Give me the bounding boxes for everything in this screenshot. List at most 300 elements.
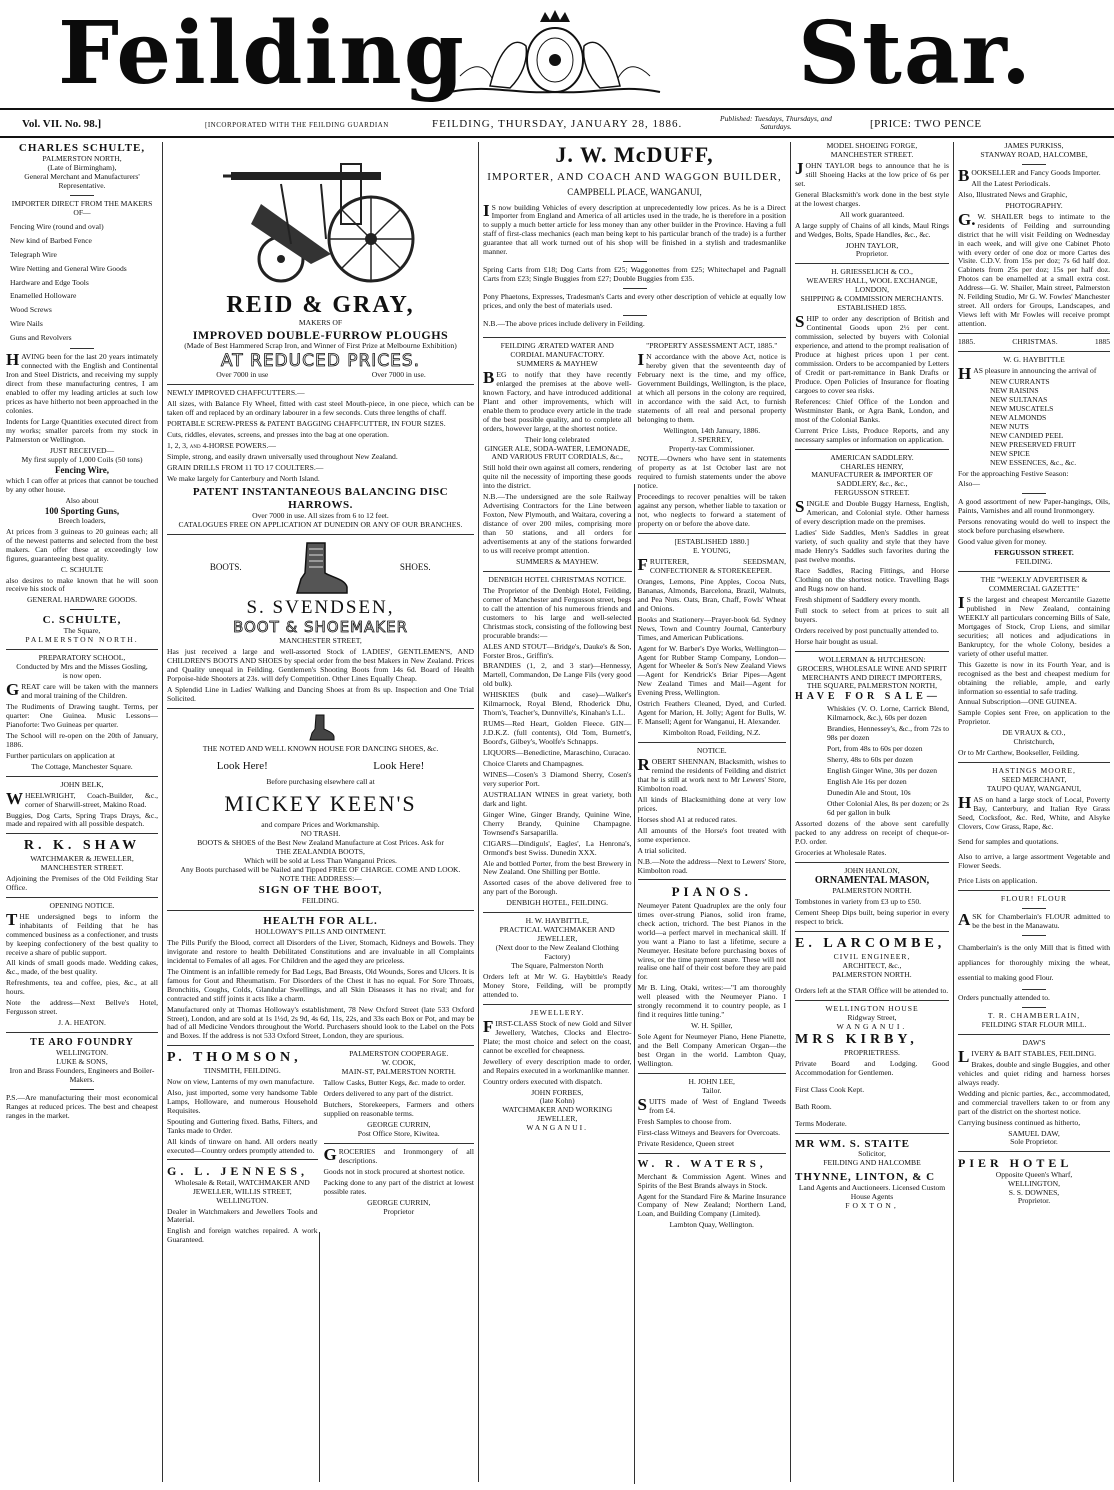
text-line: Before purchasing elsewhere call at bbox=[266, 777, 375, 787]
divider bbox=[483, 1004, 632, 1005]
text-line: FOXTON, bbox=[845, 1201, 899, 1211]
paragraph: Ginger Wine, Ginger Brandy, Quinine Wine, Cherry Brandy, Quinine Champagne. Townsend's Sarsaparilla. bbox=[483, 809, 632, 837]
text-line: PALMERSTON NORTH. bbox=[832, 969, 912, 979]
paragraph: SHIP to order any description of British and Continental Goods upon 2½ per cent. commission, selected by buyers with Colonial experience, and attend to the prompt realisation of Produce at highest prices upon 1 per cent. commission. Orders to be accompanied by Letters of Credit or part-remittance in Bank Drafts or Produce. Open Policies of Insurance for floating cargoes to cover sea risks. bbox=[795, 312, 949, 395]
paragraph: All kinds of Blacksmithing done at very low prices. bbox=[637, 794, 786, 813]
list-item: NEW RAISINS bbox=[990, 385, 1039, 395]
paragraph: Now on view, Lanterns of my own manufacture. bbox=[167, 1076, 315, 1086]
text-line: PALMERSTON NORTH, bbox=[42, 153, 122, 163]
paragraph: Books and Stationery—Prayer-book 6d. Sydney News, Town and Country Journal, Canterbury Times, and American Publications. bbox=[637, 614, 786, 642]
column-4 bbox=[795, 142, 949, 1486]
paragraph: Terms Moderate. bbox=[795, 1118, 847, 1128]
text-line: Property-tax Commissioner. bbox=[668, 443, 755, 453]
paragraph: Price Lists on application. bbox=[958, 875, 1038, 885]
text-line: PHOTOGRAPHY. bbox=[1005, 200, 1063, 210]
new-goods-list bbox=[958, 378, 1110, 468]
text-line: THE ZEALANDIA BOOTS, bbox=[276, 847, 365, 857]
text-line: My first supply of 1,000 Coils (50 tons) bbox=[21, 454, 143, 464]
divider bbox=[958, 333, 1110, 334]
paragraph: Neumeyer Patent Quadruplex are the only four times over-strung Pianos, solid iron frame, check action, trichord. The best Pianos in the world—a perfect marvel in mechanical skill. If you want a Piano to last a lifetime, secure a Neumeyer. Hesitate before purchasing boxes of wires, or the time payment snare. These will not realise one half of their cost before they are paid for. bbox=[637, 900, 786, 982]
divider bbox=[1022, 493, 1046, 494]
column-rule bbox=[478, 142, 479, 1482]
text-line: JOHN HANLON, bbox=[844, 865, 900, 875]
text-line: IMPORTER DIRECT FROM THE MAKERS OF— bbox=[11, 198, 153, 217]
list-item: Fencing Wire (round and oval) bbox=[10, 221, 104, 231]
text-line: MR WM. S. STAITE bbox=[795, 1137, 910, 1150]
list-item: NEW MUSCATELS bbox=[990, 403, 1054, 413]
text-line: J. SPERREY, bbox=[691, 434, 733, 444]
list-item: New kind of Barbed Fence bbox=[10, 235, 92, 245]
column-rule bbox=[953, 142, 954, 1482]
text-line: SAMUEL DAW, bbox=[1008, 1128, 1060, 1138]
text-line: (Late of Birmingham), bbox=[47, 162, 117, 172]
paragraph: Oranges, Lemons, Pine Apples, Cocoa Nuts, Bananas, Almonds, Barcelona, Brazil, Walnuts, and Pea Nuts. Oats, Bran, Chaff, Fowls' Wheat and Onions. bbox=[637, 576, 786, 613]
text-line: GINGER ALE, SODA-WATER, LEMONADE, AND VARIOUS FRUIT CORDIALS, &c., bbox=[484, 443, 631, 462]
paragraph: All the Latest Periodicals. bbox=[971, 178, 1051, 188]
paragraph: BEG to notify that they have recently enlarged the premises at the above well-known Factory, and have introduced additional Plant and other improvements, which will enable them to produce every article in the trade of the best possible quality, and to complete all orders, however large, at the shortest notice. bbox=[483, 367, 632, 433]
text-line: JOHN FORBES, bbox=[531, 1087, 584, 1097]
paragraph: Buggies, Dog Carts, Spring Traps Drays, &c., made and repaired with all possible despatch. bbox=[6, 810, 158, 829]
paragraph: SUITS made of West of England Tweeds from £4. bbox=[637, 1094, 786, 1115]
text-line: is now open. bbox=[62, 671, 102, 681]
two-column-ads bbox=[483, 342, 786, 1230]
paragraph: The Rudiments of Drawing taught. Terms, per quarter: One Guinea. Music Lessons—Pianoforte: Two Guineas per quarter. bbox=[6, 702, 158, 729]
paragraph: Sample Copies sent Free, on application to the Proprietor. bbox=[958, 708, 1110, 727]
paragraph: CIGARS—Dindiguls', Eagles', La Henrona's, Ormond's best Swiss. Dunedin XXX. bbox=[483, 838, 632, 857]
text-line: GRAIN DRILLS FROM 11 TO 17 COULTERS.— bbox=[167, 463, 324, 473]
paragraph: A large supply of Chains of all kinds, Maul Rings and Wedges, Bolts, Spade Handles, &c., &c. bbox=[795, 220, 949, 239]
text-line: THE SQUARE, PALMERSTON NORTH, bbox=[806, 681, 938, 691]
paragraph: First-class Witneys and Beavers for Overcoats. bbox=[637, 1127, 781, 1137]
divider bbox=[795, 862, 949, 863]
text-line: IMPORTER, AND COACH AND WAGGON BUILDER, bbox=[487, 170, 782, 183]
price: [PRICE: TWO PENCE bbox=[870, 118, 982, 130]
text-line: FEILDING STAR FLOUR MILL. bbox=[981, 1020, 1087, 1029]
paragraph: Fresh shipment of Saddlery every month. bbox=[795, 594, 921, 604]
divider bbox=[795, 1133, 949, 1134]
paragraph: N.B.—Note the address—Next to Lewers' Store, Kimbolton road. bbox=[637, 856, 786, 875]
list-item: NEW SULTANAS bbox=[990, 394, 1048, 404]
plough-illustration-icon bbox=[221, 144, 421, 289]
paragraph: RUMS—Red Heart, Golden Fleece. GIN—J.D.K.Z. (full contents), Old Tom, Burnett's, Boord's, Gilbey's, Woolfe's Schnapps. bbox=[483, 719, 632, 747]
text-line: WELLINGTON, bbox=[1008, 1178, 1060, 1188]
list-item: Wood Screws bbox=[10, 305, 52, 315]
text-line: FEILDING. bbox=[1015, 557, 1053, 567]
paragraph: which I can offer at prices that cannot be touched by any other house. bbox=[6, 476, 158, 495]
paragraph: Jewellery of every description made to order, and Repairs executed in a workmanlike manner. bbox=[483, 1056, 632, 1075]
paragraph: Annual Subscription—ONE GUINEA. bbox=[958, 697, 1077, 707]
text-line: NOTICE. bbox=[696, 746, 727, 756]
text-line: 100 Sporting Guns, bbox=[44, 506, 120, 517]
text-line: MANCHESTER STREET. bbox=[830, 149, 914, 159]
paragraph: Choice Clarets and Champagnes. bbox=[483, 759, 584, 768]
divider bbox=[6, 649, 158, 650]
text-line: GEORGE CURRIN, bbox=[367, 1197, 431, 1207]
text-line: Over 7000 in use. bbox=[371, 370, 426, 380]
text-line: FEILDING ÆRATED WATER AND CORDIAL MANUFACTORY. bbox=[500, 341, 614, 359]
text-line: MODEL SHOEING FORGE, bbox=[826, 142, 918, 150]
paragraph: Goods not in stock procured at shortest notice. bbox=[323, 1166, 465, 1176]
paragraph: All kinds of tinware on hand. All orders neatly executed—Country orders promptly attended to. bbox=[167, 1136, 318, 1155]
list-item: English Ale 16s per dozen bbox=[827, 776, 907, 786]
text-line: GENERAL HARDWARE GOODS. bbox=[26, 595, 138, 605]
text-line: PATENT INSTANTANEOUS BALANCING DISC HARROWS. bbox=[192, 485, 449, 511]
text-line: 1885. bbox=[958, 337, 976, 347]
mcduff-title: J. W. McDUFF, bbox=[555, 142, 714, 167]
royal-crest-icon bbox=[430, 6, 680, 98]
product-list bbox=[6, 223, 158, 344]
divider bbox=[795, 931, 949, 932]
text-line: PIANOS. bbox=[671, 884, 752, 900]
paragraph: Good value given for money. bbox=[958, 537, 1047, 547]
text-line: (late Kohn) bbox=[539, 1096, 575, 1106]
text-line: BOOTS & SHOES of the Best New Zealand Manufacture at Cost Prices. Ask for bbox=[197, 838, 444, 848]
text-line: WANGANUI. bbox=[526, 1123, 589, 1133]
paragraph: Packing done to any part of the district at lowest possible rates. bbox=[323, 1177, 474, 1196]
text-line: WATCHMAKER AND WORKING JEWELLER, bbox=[502, 1105, 613, 1124]
paragraph: Adjoining the Premises of the Old Feilding Star Office. bbox=[6, 873, 158, 892]
divider bbox=[958, 762, 1110, 763]
text-line: (Made of Best Hammered Scrap Iron, and Winner of First Prize at Melbourne Exhibition) bbox=[184, 341, 457, 351]
paragraph: Orders delivered to any part of the district. bbox=[323, 1089, 453, 1099]
paragraph: All kinds of small goods made. Wedding cakes, &c., made, of the best quality. bbox=[6, 958, 158, 977]
divider bbox=[483, 912, 632, 913]
paragraph: Manufactured only at Thomas Holloway's establishment, 78 New Oxford Street (late 533 Oxford Street), London, and are sold at 1s 1½d, 2s 9d, 4s 6d, 11s, 22s, and 33s each Box or Pot, and may be had of all Medicine Vendors throughout the World. Purchasers should look to the Label on the Pots and Boxes. If the address is not 533 Oxford Street, London, they are spurious. bbox=[167, 1004, 474, 1041]
text-line: H. W. HAYBITTLE, bbox=[525, 916, 589, 926]
paragraph: also desires to make known that he will soon receive his stock of bbox=[6, 575, 158, 594]
text-line: CIVIL ENGINEER, bbox=[833, 951, 911, 961]
paragraph: FIRST-CLASS Stock of new Gold and Silver Jewellery, Watches, Clocks and Electro-Plate; the most choice and select on the coast, cannot be excelled for cheapness. bbox=[483, 1016, 632, 1055]
text-line: FEILDING. bbox=[302, 896, 339, 906]
text-line: W. H. Spiller, bbox=[691, 1021, 733, 1031]
paragraph: Spouting and Guttering fixed. Baths, Filters, and Tanks made to Order. bbox=[167, 1116, 318, 1135]
text-line: WELLINGTON HOUSE bbox=[825, 1004, 919, 1014]
text-line: NEWLY IMPROVED CHAFFCUTTERS.— bbox=[167, 388, 305, 398]
paragraph: ALES AND STOUT—Bridge's, Dauke's & Son, Forster Bros., Griffin's. bbox=[483, 641, 632, 660]
text-line: JEWELLERY. bbox=[530, 1007, 585, 1017]
paragraph: BOOKSELLER and Fancy Goods Importer. bbox=[958, 165, 1101, 185]
list-item: Guns and Revolvers bbox=[10, 333, 72, 343]
dateline bbox=[0, 108, 1114, 138]
list-item: NEW PRESERVED FRUIT bbox=[990, 439, 1076, 449]
text-line: TE ARO FOUNDRY bbox=[30, 1037, 134, 1049]
paragraph: References: Chief Office of the London and Westminster Bank, or Agra Bank, London, and most of the Colonial Banks. bbox=[795, 396, 949, 424]
paragraph: Butchers, Storekeepers, Farmers and others supplied on reasonable terms. bbox=[323, 1100, 474, 1119]
text-line: FEILDING AND HALCOMBE bbox=[823, 1158, 921, 1168]
list-item: Brandies, Hennessey's, &c., from 72s to 98s per dozen bbox=[827, 724, 949, 743]
look-here-row bbox=[167, 760, 474, 773]
paragraph: SINGLE and Double Buggy Harness, English, American, and Colonial style. Other harness of every description made on the premises. bbox=[795, 497, 949, 527]
text-line: PREPARATORY SCHOOL, bbox=[38, 653, 126, 663]
text-line: [ESTABLISHED 1880.] bbox=[674, 537, 749, 547]
paragraph: Agent for W. Barber's Dye Works, Wellington—Agent for Rubber Stamp Company, London—Agent for Wheeler & Son's New Zealand Views—Agent for Kendrick's Briar Pipes—Agent New Zealand Times and Mail—Agent for Evening Press, Wellington. bbox=[637, 643, 786, 698]
advertiser-name: CHARLES SCHULTE, bbox=[18, 142, 146, 154]
text-line: TAUPO QUAY, WANGANUI, bbox=[986, 784, 1082, 794]
text-line: Also about bbox=[65, 496, 99, 506]
text-line: FLOUR! FLOUR bbox=[1000, 893, 1068, 903]
paragraph: Send for samples and quotations. bbox=[958, 836, 1059, 846]
text-line: C. SCHULTE bbox=[60, 564, 104, 574]
paragraph: The School will re-open on the 20th of January, 1886. bbox=[6, 730, 158, 749]
text-line: Land Agents and Auctioneers. Licensed Custom House Agents bbox=[798, 1183, 946, 1202]
text-line: AMERICAN SADDLERY. bbox=[830, 452, 914, 462]
text-line: Look Here! bbox=[216, 759, 268, 772]
list-item: Sherry, 48s to 60s per dozen bbox=[827, 754, 913, 764]
divider bbox=[70, 609, 94, 610]
paragraph: BRANDIES (1, 2, and 3 star)—Hennessy, Martell, Commandon, De Lange Fils (very good old bulk). bbox=[483, 661, 632, 689]
paragraph: Agent for the Standard Fire & Marine Insurance Company of New Zealand; Northern Land, Loan, and Building Company (Limited). bbox=[637, 1191, 786, 1219]
text-line: Over 7000 in use bbox=[216, 370, 269, 380]
paragraph: JOHN TAYLOR begs to announce that he is still Shoeing Hacks at the low price of 6s per set. bbox=[795, 158, 949, 188]
text-line: SIGN OF THE BOOT, bbox=[258, 884, 383, 897]
text-line: W. G. HAYBITTLE bbox=[1003, 355, 1065, 365]
paragraph: Simple, strong, and easily drawn universally used throughout New Zealand. bbox=[167, 452, 398, 462]
divider bbox=[623, 315, 647, 316]
issue-date: FEILDING, THURSDAY, JANUARY 28, 1886. bbox=[432, 118, 683, 130]
text-line: Their long celebrated bbox=[524, 434, 590, 444]
text-line: Proprietor bbox=[383, 1206, 415, 1216]
paragraph: HAS on hand a large stock of Local, Poverty Bay, Canterbury, and Italian Rye Grass Seed, Cocksfoot, &c. Red, White, and Alsyke Clovers, Cow Grass, Rape, &c. bbox=[958, 793, 1110, 831]
paragraph: IS the largest and cheapest Mercantile Gazette published in New Zealand, containing WEEKLY all particulars concerning Bills of Sale, Mortgages of Stock, Crop Liens, and similar securities; all notices and adjudications in Bankruptcy, for the whole Colony, besides a variety of other useful matter. bbox=[958, 592, 1110, 658]
publication-days: Published: Tuesdays, Thursdays, and Saturdays. bbox=[720, 114, 832, 132]
paragraph: Refreshments, tea and coffee, pies, &c., at all hours. bbox=[6, 978, 158, 997]
text-line: PALMERSTON COOPERAGE. bbox=[349, 1049, 449, 1059]
list-item: Telegraph Wire bbox=[10, 249, 57, 259]
text-line: T. R. CHAMBERLAIN, bbox=[987, 1011, 1081, 1021]
paragraph: Ladies' Side Saddles, Men's Saddles in great variety, of such quality and style that they have made Henry's Saddles such favorites during the past twelve months. bbox=[795, 528, 949, 565]
paragraph: WHEELWRIGHT, Coach-Builder, &c., corner of Sharwill-street, Makino Road. bbox=[6, 788, 158, 809]
paragraph: Mr B. Ling, Otaki, writes:—"I am thoroughly well pleased with the Neumeyer Piano. I strongly recommend it to country people, as I find it requires little tuning." bbox=[637, 983, 786, 1020]
paragraph: Race Saddles, Racing Fittings, and Horse Clothing on the shortest notice. Travelling Bags and Rugs now on hand. bbox=[795, 565, 949, 593]
text-line: 1, 2, 3, and 4-HORSE POWERS.— bbox=[167, 441, 276, 451]
price-list bbox=[795, 705, 949, 817]
volume-number: Vol. VII. No. 98.] bbox=[22, 118, 102, 130]
list-item: NEW CURRANTS bbox=[990, 376, 1050, 386]
paragraph: Orders left at Mr W. G. Haybittle's Ready Money Store, Feilding, will be promptly attended to. bbox=[483, 972, 632, 999]
paragraph: The Proprietor of the Denbigh Hotel, Feilding, corner of Manchester and Fergusson street, begs to call the attention of his numerous friends and customers to his large and well-selected Christmas stock, consisting of the following best procurable brands:— bbox=[483, 585, 632, 640]
column-2 bbox=[167, 142, 474, 1486]
divider bbox=[167, 1045, 474, 1046]
text-line: CATALOGUES FREE ON APPLICATION AT DUNEDIN OR ANY OF OUR BRANCHES. bbox=[178, 519, 463, 529]
paragraph: G.W. SHAILER begs to intimate to the residents of Feilding and surrounding district that he will visit Feilding on Wednesday in each week, and will give one Cabinet Photo with every order of one doz or more Cartes des Visite. C.D.V. from 15s per doz; 7s 6d half doz. Cabinets from 25s per doz; 15s per half doz. Photos can be enamelled at a small extra cost. Address—G. W. Shailer, Main street, Palmerston N. Feilding Studio, Mr G. W. Fowles' Manchester street. All orders for Groups, Landscapes, and Views left with Mr Fowles will receive prompt attention. bbox=[958, 209, 1110, 329]
divider bbox=[795, 1000, 949, 1001]
text-line: Ridgway Street, bbox=[847, 1013, 897, 1023]
paragraph: Horses shod A1 at reduced rates. bbox=[637, 814, 738, 824]
text-line: S. S. DOWNES, bbox=[1008, 1187, 1060, 1197]
text-line: PROPRIETRESS. bbox=[844, 1047, 900, 1057]
text-line: HOLLOWAY'S PILLS AND OINTMENT. bbox=[255, 926, 386, 936]
divider bbox=[958, 571, 1110, 572]
text-line: PIER HOTEL bbox=[958, 1156, 1073, 1171]
text-line: Which will be sold at Less Than Wanganui Prices. bbox=[244, 856, 397, 866]
divider bbox=[638, 1073, 787, 1074]
text-line: SUMMERS & MAYHEW bbox=[516, 358, 598, 368]
text-line: Over 7000 in use. All sizes from 6 to 12 feet. bbox=[252, 510, 389, 520]
paragraph: IN accordance with the above Act, notice is hereby given that the seventeenth day of February next is the time, and my office, Government Buildings, Wellington, is the place, at which all persons in the colony are required, in accordance with the said Act, to furnish statements of all real and personal property belonging to them. bbox=[637, 349, 786, 424]
paragraph: At prices from 3 guineas to 20 guineas each; all of the newest patterns and selected from the best makers. Can offer these at exceedingly low figures, guaranteeing best quality. bbox=[6, 526, 158, 563]
divider bbox=[483, 571, 632, 572]
text-line: WEAVERS' HALL, WOOL EXCHANGE, LONDON, bbox=[806, 276, 938, 295]
text-line: Proprietor. bbox=[1017, 1196, 1051, 1206]
paragraph: Indents for Large Quantities executed direct from my works; smaller parcels from my stock in Palmerston or Wellington. bbox=[6, 416, 158, 444]
paragraph: Sole Agent for Neumeyer Piano, Hene Pianette, and the Bell Company American Organ—the best Organ in the world. Lambton Quay, Wellington. bbox=[637, 1032, 786, 1069]
list-item: Other Colonial Ales, 8s per dozen; or 2s 6d per gallon in bulk bbox=[827, 798, 949, 817]
paragraph: Assorted cases of the above delivered free to any part of the Borough. bbox=[483, 878, 632, 897]
text-line: ORNAMENTAL MASON, bbox=[814, 875, 930, 887]
text-line: DENBIGH HOTEL CHRISTMAS NOTICE. bbox=[488, 574, 627, 584]
list-item: Enamelled Holloware bbox=[10, 291, 77, 301]
text-line: MRS KIRBY, bbox=[795, 1032, 918, 1048]
text-line: TINSMITH, FEILDING. bbox=[203, 1065, 281, 1075]
text-line: The Cottage, Manchester Square. bbox=[31, 761, 133, 771]
text-line: E. LARCOMBE, bbox=[795, 936, 946, 952]
text-line: FERGUSSON STREET. bbox=[994, 548, 1074, 558]
paragraph: All sizes, with Balance Fly Wheel, fitted with cast steel Mouth-piece, in one piece, which can be taken off and replaced by an ordinary labourer in a few seconds. Cuts three lengths of chaff. bbox=[167, 399, 474, 418]
reid-gray-title: REID & GRAY, bbox=[226, 292, 415, 318]
text-line: MAKERS OF bbox=[298, 318, 343, 328]
text-line: CHRISTMAS. bbox=[1012, 337, 1058, 347]
paragraph: Assorted dozens of the above sent carefully packed to any address on receipt of cheque-or-P.O. order. bbox=[795, 818, 949, 846]
text-line: SHIPPING & COMMISSION MERCHANTS. ESTABLISHED 1855. bbox=[800, 294, 944, 313]
paragraph: Ostrich Feathers Cleaned, Dyed, and Curled. Agent for Marion, H. Jolly; Agent for Bulls, W. F. Mansell; Agent for Wanganui, H. Alexander. bbox=[637, 699, 786, 727]
divider bbox=[1022, 1007, 1046, 1008]
paragraph: For the approaching Festive Season: bbox=[958, 468, 1069, 478]
divider bbox=[623, 288, 647, 289]
paragraph: Spring Carts from £18; Dog Carts from £25; Waggonettes from £25; Whitechapel and Pagnall Carts from £23; Single Buggies from £27; Double Buggies from £35. bbox=[483, 265, 786, 284]
text-line: Fencing Wire, bbox=[55, 464, 109, 475]
text-line: NO TRASH. bbox=[300, 829, 341, 839]
text-line: The Square, bbox=[63, 626, 101, 636]
left-subcolumn bbox=[483, 342, 632, 1230]
divider bbox=[1022, 935, 1046, 936]
text-line: Post Office Store, Kiwitea. bbox=[357, 1129, 440, 1139]
divider bbox=[795, 263, 949, 264]
text-line: PALMERSTON NORTH. bbox=[25, 635, 139, 645]
text-line: NOTE THE ADDRESS:— bbox=[279, 874, 362, 884]
text-line: HEALTH FOR ALL. bbox=[263, 914, 378, 927]
divider bbox=[638, 742, 787, 743]
divider bbox=[324, 1143, 475, 1144]
paragraph: Country orders executed with dispatch. bbox=[483, 1076, 603, 1086]
text-line: MANCHESTER STREET. bbox=[40, 862, 124, 872]
text-line: JOHN BELK, bbox=[60, 779, 104, 789]
text-line: FERGUSSON STREET. bbox=[834, 488, 910, 498]
text-line: BOOT & SHOEMAKER bbox=[232, 618, 409, 637]
paragraph: LIVERY & BAIT STABLES, FEILDING. bbox=[958, 1046, 1097, 1066]
list-item: Wire Netting and General Wire Goods bbox=[10, 263, 127, 273]
divider bbox=[958, 1034, 1110, 1035]
text-line: IMPROVED DOUBLE-FURROW PLOUGHS bbox=[192, 328, 449, 343]
paragraph: Groceries at Wholesale Rates. bbox=[795, 847, 887, 857]
text-line: STANWAY ROAD, HALCOMBE, bbox=[980, 149, 1088, 159]
text-line: WATCHMAKER & JEWELLER, bbox=[30, 853, 134, 863]
divider bbox=[483, 337, 786, 338]
list-item: Hardware and Edge Tools bbox=[10, 277, 89, 287]
text-line: WANGANUI. bbox=[836, 1022, 908, 1032]
divider bbox=[795, 651, 949, 652]
text-line: JUST RECEIVED— bbox=[49, 445, 115, 455]
text-line: LUKE & SONS, bbox=[56, 1056, 108, 1066]
text-line: Kimbolton Road, Feilding, N.Z. bbox=[662, 728, 761, 738]
paragraph: IS now building Vehicles of every description at unprecedentedly low prices. As he is a Direct Importer from England and America of all articles used in the trade, he is therefore in a position to supply a much better article for less money than any other builder in the Province. Having a full staff of first-class mechanics (each man being kept to his particular branch of the trade) is a further guarantee that all work turned out of his shop will be finished in a stylish and tradesmanlike manner. bbox=[483, 200, 786, 257]
text-line: Christchurch, bbox=[1013, 737, 1055, 747]
paragraph: All amounts of the Horse's foot treated with some experience. bbox=[637, 825, 786, 844]
boot-icon bbox=[291, 539, 351, 597]
text-line: R. K. SHAW bbox=[23, 838, 141, 854]
divider bbox=[6, 897, 158, 898]
paragraph: LIQUORS—Benedictine, Maraschino, Curacao. bbox=[483, 748, 631, 758]
paragraph: GREAT care will be taken with the manners and moral training of the Children. bbox=[6, 680, 158, 701]
masthead-title-right: Star. bbox=[798, 3, 1033, 104]
text-line: W. R. WATERS, bbox=[637, 1157, 767, 1170]
text-line: AT REDUCED PRICES. bbox=[220, 351, 421, 372]
column-rule bbox=[790, 142, 791, 1482]
text-line: CAMPBELL PLACE, WANGANUI, bbox=[567, 186, 702, 197]
divider bbox=[1022, 989, 1046, 990]
list-item: NEW NUTS bbox=[990, 421, 1029, 431]
paragraph: A Splendid Line in Ladies' Walking and Dancing Shoes at from 8s up. Inspection and One Trial Solicited. bbox=[167, 684, 474, 703]
text-line: Opposite Queen's Wharf, bbox=[995, 1169, 1073, 1179]
divider bbox=[6, 833, 158, 834]
divider bbox=[167, 910, 474, 911]
text-line: DE VRAUX & CO., bbox=[1002, 728, 1066, 738]
divider bbox=[638, 879, 787, 880]
text-line: 1885 bbox=[1094, 337, 1110, 347]
two-column-ads bbox=[167, 1050, 474, 1247]
text-line: G. L. JENNESS, bbox=[167, 1164, 309, 1179]
divider bbox=[1022, 908, 1046, 909]
list-item: NEW CANDIED PEEL bbox=[990, 430, 1064, 440]
paragraph: Or to Mr Carthew, Bookseller, Feilding. bbox=[958, 748, 1080, 758]
paragraph: Dealer in Watchmakers and Jewellers Tools and Material. bbox=[167, 1206, 318, 1225]
text-line: P. THOMSON, bbox=[167, 1050, 302, 1066]
text-line: Lambton Quay, Wellington. bbox=[669, 1220, 754, 1230]
divider bbox=[70, 1089, 94, 1090]
text-line: H. GRIESSELICH & CO., bbox=[831, 267, 913, 277]
paragraph: Cuts, riddles, elevates, screens, and presses into the bag at one operation. bbox=[167, 430, 389, 440]
text-line: HASTINGS MOORE, bbox=[992, 766, 1076, 776]
divider bbox=[70, 195, 94, 196]
paragraph: NOTE.—Owners who have sent in statements of property as at 1st October last are not required to furnish statements under the above notice. bbox=[637, 454, 786, 491]
divider bbox=[6, 776, 158, 777]
right-subcolumn bbox=[638, 342, 787, 1230]
paragraph: Orders left at the STAR Office will be attended to. bbox=[795, 986, 949, 996]
divider bbox=[623, 261, 647, 262]
thomson-jenness-ads bbox=[167, 1050, 318, 1247]
masthead bbox=[0, 0, 1114, 108]
text-line: THYNNE, LINTON, & C bbox=[795, 1171, 936, 1184]
paragraph: A trial solicited. bbox=[637, 845, 687, 855]
paragraph: The Ointment is an infallible remedy for Bad Legs, Bad Breasts, Old Wounds, Sores and Ulcers. It is famous for Gout and Rheumatism. For Disorders of the Chest it has no equal. For Sore Throats, Bronchitis, Coughs, Colds, Glandular Swellings, and all Skin Diseases it has no rival; and for contracted and stiff joints it acts like a charm. bbox=[167, 966, 474, 1003]
text-line: BOOTS. bbox=[209, 562, 242, 573]
paragraph: Also, Illustrated News and Graphic, bbox=[958, 189, 1068, 199]
divider bbox=[167, 384, 474, 385]
divider bbox=[1022, 164, 1046, 165]
text-line: THE NOTED AND WELL KNOWN HOUSE FOR DANCING SHOES, &c. bbox=[202, 743, 439, 753]
paragraph: FRUITERER, SEEDSMAN, CONFECTIONER & STOREKEEPER. bbox=[637, 554, 786, 575]
text-line: MANCHESTER STREET, bbox=[279, 635, 362, 645]
paragraph: The Pills Purify the Blood, correct all Disorders of the Liver, Stomach, Kidneys and Bowels. They invigorate and restore to health Debilitated Constitutions and are invaluable in all Complaints incidental to Females of all ages. For Children and the aged they are priceless. bbox=[167, 937, 474, 965]
paragraph: Carrying business continued as hitherto, bbox=[958, 1117, 1081, 1127]
text-line: Iron and Brass Founders, Engineers and Boiler-Makers. bbox=[9, 1065, 155, 1084]
list-item: Dunedin Ale and Stout, 10s bbox=[827, 787, 911, 797]
paragraph: Current Price Lists, Produce Reports, and any necessary samples or information on application. bbox=[795, 425, 949, 444]
paragraph: Full stock to select from at prices to suit all buyers. bbox=[795, 605, 949, 624]
text-line: Solicitor, bbox=[858, 1149, 886, 1159]
divider bbox=[638, 1153, 787, 1154]
text-line: JAMES PURKISS, bbox=[1004, 142, 1064, 150]
divider bbox=[795, 449, 949, 450]
